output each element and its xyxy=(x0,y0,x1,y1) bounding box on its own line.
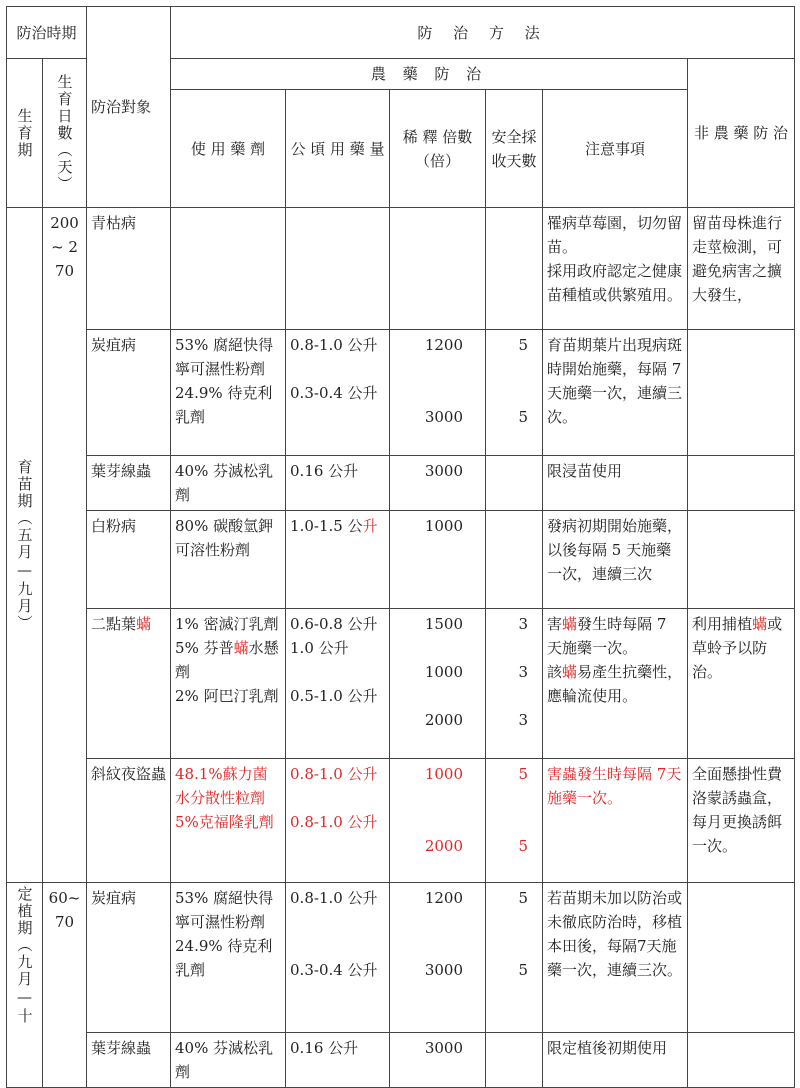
nonchem-cell: 留苗母株進行走莖檢測，可避免病害之擴大發生， xyxy=(688,208,795,330)
safety-cell: 5 5 xyxy=(486,759,543,883)
nonchem-cell: 全面懸掛性費洛蒙誘蟲盒，每月更換誘餌一次。 xyxy=(688,759,795,883)
notes-cell: 育苗期葉片出現病斑時開始施藥，每隔 7 天施藥一次，連續三次。 xyxy=(543,330,688,456)
target-cell: 青枯病 xyxy=(87,208,171,330)
method-header: 防 治 方 法 xyxy=(171,7,795,59)
drug-cell: 40% 芬滅松乳劑 xyxy=(171,456,286,511)
notes-header: 注意事項 xyxy=(543,90,688,208)
notes-cell: 若苗期未加以防治或未徹底防治時，移植本田後，每隔7天施藥一次，連續三次。 xyxy=(543,883,688,1033)
drug-cell: 80% 碳酸氫鉀可溶性粉劑 xyxy=(171,511,286,609)
target-cell: 斜紋夜盜蟲 xyxy=(87,759,171,883)
dose-cell xyxy=(286,208,390,330)
drug-cell: 53% 腐絕快得寧可濕性粉劑 24.9% 待克利乳劑 xyxy=(171,883,286,1033)
safety-cell: 3 3 3 xyxy=(486,609,543,759)
notes-cell: 發病初期開始施藥，以後每隔 5 天施藥一次，連續三次 xyxy=(543,511,688,609)
dilution-cell: 1000 2000 xyxy=(390,759,486,883)
nonchem-cell xyxy=(688,1033,795,1088)
drug-cell xyxy=(171,208,286,330)
nonchem-cell xyxy=(688,883,795,1033)
target-cell: 二點葉蟎 xyxy=(87,609,171,759)
dose-header: 公 頃 用 藥 量 xyxy=(286,90,390,208)
dose-cell: 0.8-1.0 公升 0.3-0.4 公升 xyxy=(286,883,390,1033)
pest-control-table xyxy=(6,6,795,1088)
drug-cell: 48.1%蘇力菌水分散性粒劑 5%克福隆乳劑 xyxy=(171,759,286,883)
notes-cell: 限浸苗使用 xyxy=(543,456,688,511)
notes-cell: 罹病草莓園，切勿留苗。 採用政府認定之健康苗種植或供繁殖用。 xyxy=(543,208,688,330)
drug-cell: 53% 腐絕快得寧可濕性粉劑 24.9% 待克利乳劑 xyxy=(171,330,286,456)
nonchem-cell xyxy=(688,511,795,609)
nonchem-cell: 利用捕植蟎或草蛉予以防治。 xyxy=(688,609,795,759)
dilution-cell: 3000 xyxy=(390,1033,486,1088)
drug-header: 使 用 藥 劑 xyxy=(171,90,286,208)
nonchem-cell xyxy=(688,330,795,456)
dilution-cell: 1000 xyxy=(390,511,486,609)
dilution-cell: 3000 xyxy=(390,456,486,511)
growth-period-header: 生育期 xyxy=(7,59,43,208)
notes-cell: 害蟎發生時每隔 7 天施藥一次。 該蟎易產生抗藥性，應輪流使用。 xyxy=(543,609,688,759)
drug-cell: 1% 密滅汀乳劑 5% 芬普蟎水懸劑 2% 阿巴汀乳劑 xyxy=(171,609,286,759)
dose-cell: 0.6-0.8 公升 1.0 公升 0.5-1.0 公升 xyxy=(286,609,390,759)
target-cell: 葉芽線蟲 xyxy=(87,1033,171,1088)
section-seedling-period: 育苗期（五月—九月） xyxy=(7,208,43,883)
period-header: 防治時期 xyxy=(7,7,87,59)
drug-cell: 40% 芬滅松乳劑 xyxy=(171,1033,286,1088)
section-seedling-days: 200 ~ 270 xyxy=(43,208,87,883)
target-cell: 白粉病 xyxy=(87,511,171,609)
target-header: 防治對象 xyxy=(87,7,171,208)
target-cell: 炭疽病 xyxy=(87,330,171,456)
dose-cell: 0.8-1.0 公升 0.3-0.4 公升 xyxy=(286,330,390,456)
dilution-cell: 1200 3000 xyxy=(390,883,486,1033)
chemical-control-header: 農 藥 防 治 xyxy=(171,59,688,90)
safety-cell xyxy=(486,208,543,330)
safety-cell: 5 5 xyxy=(486,330,543,456)
dilution-cell: 1500 1000 2000 xyxy=(390,609,486,759)
safety-cell xyxy=(486,511,543,609)
safety-cell xyxy=(486,1033,543,1088)
safety-cell xyxy=(486,456,543,511)
section-planting-period: 定植期（九月—十 xyxy=(7,883,43,1088)
dilution-header: 稀 釋 倍數（倍） xyxy=(390,90,486,208)
dose-cell: 0.16 公升 xyxy=(286,1033,390,1088)
target-cell: 葉芽線蟲 xyxy=(87,456,171,511)
target-cell: 炭疽病 xyxy=(87,883,171,1033)
dilution-cell: 1200 3000 xyxy=(390,330,486,456)
dose-cell: 0.8-1.0 公升 0.8-1.0 公升 xyxy=(286,759,390,883)
nonchem-cell xyxy=(688,456,795,511)
growth-days-header: 生育日數（天） xyxy=(43,59,87,208)
safety-cell: 5 5 xyxy=(486,883,543,1033)
dose-cell: 1.0-1.5 公升 xyxy=(286,511,390,609)
notes-cell: 害蟲發生時每隔 7天施藥一次。 xyxy=(543,759,688,883)
pest-control-table-wrapper xyxy=(6,6,795,1088)
notes-cell: 限定植後初期使用 xyxy=(543,1033,688,1088)
dilution-cell xyxy=(390,208,486,330)
nonchem-header: 非 農 藥 防 治 xyxy=(688,59,795,208)
dose-cell: 0.16 公升 xyxy=(286,456,390,511)
section-planting-days: 60~ 70 xyxy=(43,883,87,1088)
safety-header: 安全採收天數 xyxy=(486,90,543,208)
